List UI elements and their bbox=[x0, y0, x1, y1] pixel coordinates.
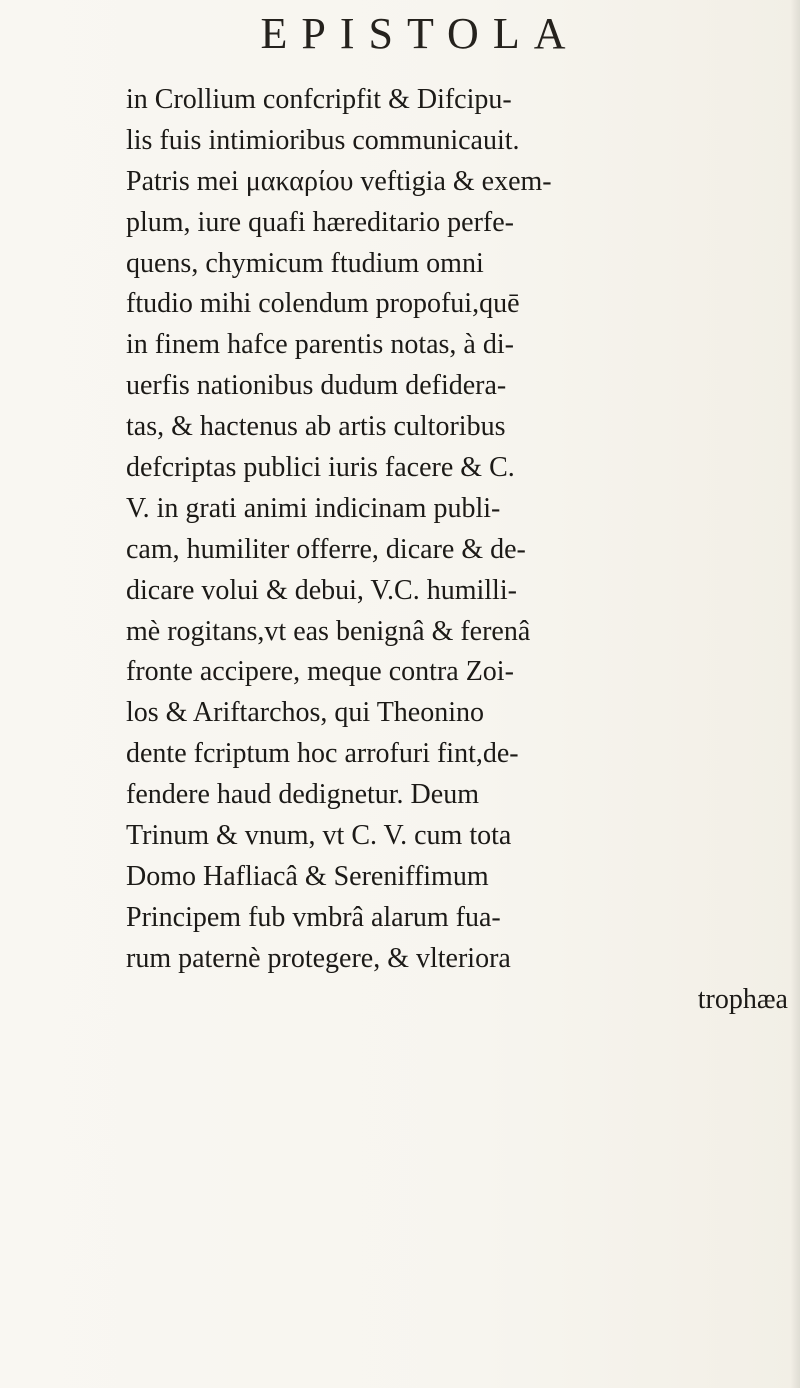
text-line-12: cam, humiliter offerre, dicare & de- bbox=[126, 533, 526, 565]
text-line-22: rum paternè protegere, & vlteriora bbox=[126, 942, 511, 974]
text-line-18: fendere haud dedignetur. Deum bbox=[126, 779, 479, 811]
catchword: trophæa bbox=[697, 983, 788, 1015]
text-line-1: in Crollium confcripfit & Difcipu- bbox=[126, 84, 512, 115]
text-line-10: defcriptas publici iuris facere & C. bbox=[126, 452, 515, 484]
text-line-5: quens, chymicum ftudium omni bbox=[126, 247, 484, 279]
epistle-text-block bbox=[126, 80, 796, 1020]
text-line-3: Patris mei μακαρίου veftigia & exem- bbox=[126, 165, 552, 197]
text-line-9: tas, & hactenus ab artis cultoribus bbox=[126, 411, 506, 443]
text-line-14: mè rogitans,vt eas benignâ & ferenâ bbox=[126, 615, 531, 647]
text-line-17: dente fcriptum hoc arrofuri fint,de- bbox=[126, 738, 519, 770]
text-line-7: in finem hafce parentis notas, à di- bbox=[126, 329, 514, 361]
text-line-15: fronte accipere, meque contra Zoi- bbox=[126, 656, 514, 688]
text-line-20: Domo Hafliacâ & Sereniffimum bbox=[126, 860, 489, 892]
text-line-11: V. in grati animi indicinam publi- bbox=[126, 492, 501, 524]
running-head-text: EPISTOLA bbox=[260, 9, 580, 58]
text-line-2: lis fuis intimioribus communicauit. bbox=[126, 124, 520, 156]
text-line-16: los & Ariftarchos, qui Theonino bbox=[126, 697, 484, 729]
text-line-19: Trinum & vnum, vt C. V. cum tota bbox=[126, 820, 512, 852]
text-line-4: plum, iure quafi hæreditario perfe- bbox=[126, 206, 514, 238]
text-line-6: ftudio mihi colendum propofui,quē bbox=[126, 288, 520, 320]
text-line-21: Principem fub vmbrâ alarum fua- bbox=[126, 901, 501, 933]
text-line-8: uerfis nationibus dudum defidera- bbox=[126, 370, 507, 402]
text-line-13: dicare volui & debui, V.C. humilli- bbox=[126, 574, 517, 606]
running-head bbox=[0, 9, 800, 58]
